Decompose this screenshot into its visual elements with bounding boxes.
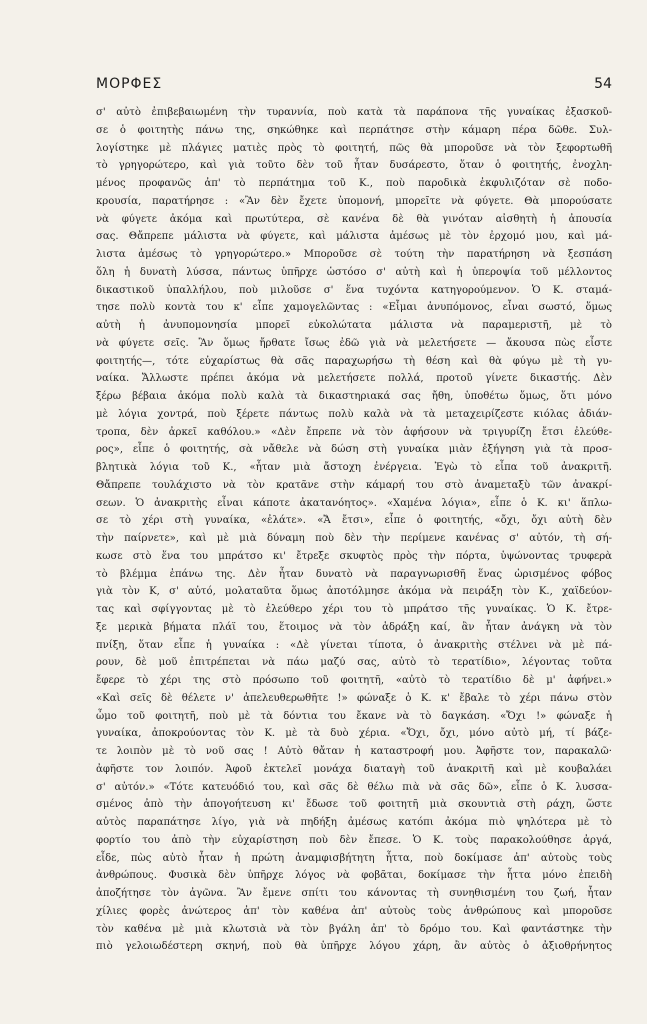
text-line: σε τὸ χέρι στὴ γυναίκα, «ἐλάτε». «Ἄ ἔτσι», εἶπε ὁ φοιτητής, «ὄχι, ὄχι αὐτὴ δὲν: [96, 515, 612, 527]
text-line: ὅλη ἡ δυνατὴ λύσσα, πάντως ὑπῆρχε ὡστόσο σ' αὐτὴ καὶ ἡ ὑπεροψία τοῦ μέλλοντος: [96, 266, 612, 278]
text-line: μὲ λόγια χοντρά, ποὺ ξέρετε πάντως πολὺ καλὰ νὰ τὰ μεταχειρίζεστε κιόλας ἀδιάν-: [96, 408, 612, 420]
text-line: αὐτὴ ἡ ἀνυπομονησία μπορεῖ εὐκολώτατα μάλιστα νὰ παραμεριστῆ, μὲ τὸ: [96, 320, 612, 331]
text-line: λογίστηκε μὲ πλάγιες ματιὲς πρὸς τὸ φοιτητή, πῶς θὰ μποροῦσε νὰ τὸν ξεφορτωθῆ: [96, 142, 612, 154]
text-line: ναίκα. Ἄλλωστε πρέπει ἀκόμα νὰ μελετήσετε πολλά, προτοῦ γίνετε δικαστής. Δὲν: [96, 373, 612, 385]
text-line: σεων. Ὁ ἀνακριτὴς εἶναι κάποτε ἀκατανόητος». «Χαμένα λόγια», εἶπε ὁ Κ. κι' ἅπλω-: [96, 497, 612, 509]
text-line: σε ὁ φοιτητὴς πάνω της, σηκώθηκε καὶ περπάτησε στὴν κάμαρη πέρα δῶθε. Συλ-: [96, 124, 612, 136]
text-line: λιστα ἀμέσως τὸ γρηγορώτερο.» Μποροῦσε σὲ τούτη τὴν παρατήρηση νὰ ξεσπάση: [96, 249, 612, 260]
text-line: τὸ γρηγορώτερο, καὶ γιὰ τοῦτο δὲν τοῦ ἦταν δυσάρεστο, ὅταν ὁ φοιτητής, ἐνοχλη-: [96, 160, 612, 172]
text-line: κρουσία, παρατήρησε : «Ἂν δὲν ἔχετε ὑπομονή, μπορεῖτε νὰ φύγετε. Θὰ μπορούσατε: [96, 195, 612, 207]
text-line: γιὰ τὸν Κ, σ' αὐτό, μολαταῦτα ὅμως ἀποτόλμησε ἀκόμα νὰ πειράξη τὸν Κ., χαϊδεύον-: [96, 586, 612, 598]
text-line: αὐτὸς παραπάτησε λίγο, γιὰ νὰ πηδήξη ἀμέσως κατόπι ἀκόμα πιὸ ψηλότερα μὲ τὸ: [96, 817, 612, 828]
text-line: τροπα, δὲν ἀρκεῖ καθόλου.» «Δὲν ἔπρεπε νὰ τὸν ἀφήσουν νὰ τριγυρίζη ἔτσι ἐλεύθε-: [96, 426, 612, 438]
text-line: φορτίο του ἀπὸ τὴν εὐχαρίστηση ποὺ δὲν ἔπεσε. Ὁ Κ. τοὺς παρακολούθησε ἀργά,: [96, 834, 612, 846]
text-line: ἔφερε τὸ χέρι της στὸ πρόσωπο τοῦ φοιτητῆ, «αὐτὸ τὸ τερατίδιο δὲ μ' ἀφήνει.»: [96, 675, 612, 686]
text-line: μένος προφανῶς ἀπ' τὸ περπάτημα τοῦ Κ., ποὺ παροδικὰ ἐκφυλιζόταν σὲ ποδο-: [96, 178, 612, 189]
text-line: νὰ φύγετε σεῖς. Ἂν ὅμως ἤρθατε ἴσως ἐδῶ γιὰ νὰ μελετήσετε — ἄκουσα πὼς εἶστε: [96, 337, 612, 349]
text-line: τὸν καθένα μὲ μιὰ κλωτσιὰ νὰ τὸν βγάλη ἀπ' τὸ δρόμο του. Καὶ φαντάστηκε τὴν: [96, 923, 612, 935]
text-line: Θἄπρεπε τουλάχιστο νὰ τὸν κρατᾶνε στὴν κάμαρή του στὸ ἀναμεταξὺ τῶν ἀνακρί-: [96, 479, 612, 491]
text-line: πνίξη, ὅταν εἶπε ἡ γυναίκα : «Δὲ γίνεται τίποτα, ὁ ἀνακριτὴς στέλνει νὰ μὲ πά-: [96, 639, 612, 651]
text-line: τας καὶ σφίγγοντας μὲ τὸ ἐλεύθερο χέρι του τὸ μπράτσο τῆς γυναίκας. Ὁ Κ. ἔτρε-: [96, 604, 612, 615]
text-line: χίλιες φορὲς ἀνώτερος ἀπ' τὸν καθένα ἀπ' αὐτοὺς τοὺς ἀνθρώπους καὶ μποροῦσε: [96, 905, 612, 917]
text-line: ἀποζήτησε τὸν ἀγῶνα. Ἂν ἔμενε σπίτι του κάνοντας τὴ συνηθισμένη του ζωή, ἦταν: [96, 888, 612, 899]
text-line: ξε μερικὰ βήματα πλάϊ του, ἕτοιμος νὰ τὸν ἁδράξη καί, ἂν ἦταν ἀνάγκη νὰ τὸν: [96, 621, 612, 633]
text-line: τὴν παίρνετε», καὶ μὲ μιὰ δύναμη ποὺ δὲν τὴν περίμενε κανένας σ' αὐτόν, τὴ σή-: [96, 533, 612, 544]
text-line: «Καὶ σεῖς δὲ θέλετε ν' ἀπελευθερωθῆτε !» φώναξε ὁ Κ. κ' ἔβαλε τὸ χέρι πάνω στὸν: [96, 692, 612, 704]
running-header: [96, 76, 612, 98]
text-line: σας. Θἄπρεπε μάλιστα νὰ φύγετε, καὶ μάλιστα ἀμέσως μὲ τὸν ἐρχομό μου, καὶ μά-: [96, 231, 612, 243]
body-text: [96, 104, 612, 956]
text-line: νὰ φύγετε ἀκόμα καὶ πρωτύτερα, σὲ κανένα δὲ θὰ γινόταν αἰσθητὴ ἡ ἀπουσία: [96, 213, 612, 225]
book-page: [96, 76, 612, 956]
text-line: ρουν, δὲ μοῦ ἐπιτρέπεται νὰ πάω μαζύ σας, αὐτὸ τὸ τερατίδιο», λέγοντας τοῦτα: [96, 657, 612, 669]
text-line: γυναίκα, ἀποκρούοντας τὸν Κ. μὲ τὰ δυὸ χέρια. «Ὄχι, ὄχι, μόνο αὐτὸ μή, τί βάζε-: [96, 728, 612, 740]
journal-title: ΜΟΡΦΕΣ: [96, 76, 163, 92]
text-line: πιὸ γελοιωδέστερη σκηνή, ποὺ θὰ ὑπῆρχε λόγου χάρη, ἂν αὐτὸς ὁ ἀξιοθρήνητος: [96, 941, 612, 953]
text-line: ἀνθρώπους. Φυσικὰ δὲν ὑπῆρχε λόγος νὰ φοβᾶται, δοκίμασε τὴν ἧττα μόνο ἐπειδὴ: [96, 870, 612, 882]
text-line: ρος», εἶπε ὁ φοιτητής, σὰ νἄθελε νὰ δώση στὴ γυναίκα μιὰν ἐξήγηση γιὰ τὰ προσ-: [96, 444, 612, 456]
text-line: ξέρω βέβαια ἀκόμα πολὺ καλὰ τὰ δικαστηριακά σας ἤθη, ὑποθέτω ὅμως, ὅτι μόνο: [96, 391, 612, 402]
text-line: φοιτητής—, τότε εὐχαρίστως θὰ σᾶς παραχωρήσω τὴ θέση καὶ θὰ φύγω μὲ τὴ γυ-: [96, 355, 612, 367]
text-line: δικαστικοῦ ὑπαλλήλου, ποὺ μιλοῦσε σ' ἕνα τυχόντα κατηγορούμενον. Ὁ Κ. σταμά-: [96, 284, 612, 296]
text-line: τὸ βλέμμα ἐπάνω της. Δὲν ἦταν δυνατὸ νὰ παραγνωρισθῆ ἕνας ὡρισμένος φόβος: [96, 568, 612, 580]
text-line: ἀφῆστε τον λοιπόν. Ἀφοῦ ἐκτελεῖ μονάχα διαταγὴ τοῦ ἀνακριτῆ καὶ μὲ κουβαλάει: [96, 763, 612, 775]
text-line: σ' αὐτὸ ἐπιβεβαιωμένη τὴν τυραννία, ποὺ κατὰ τὰ παράπονα τῆς γυναίκας ἐξασκοῦ-: [96, 107, 612, 118]
text-line: σ' αὐτόν.» «Τότε κατευόδιό του, καὶ σᾶς δὲ θέλω πιὰ νὰ σᾶς δῶ», εἶπε ὁ Κ. λυσσα-: [96, 781, 612, 793]
text-line: σμένος ἀπὸ τὴν ἀπογοήτευση κι' ἔδωσε τοῦ φοιτητῆ μιὰ σκουντιὰ στὴ ράχη, ὥστε: [96, 799, 612, 811]
text-line: τησε πολὺ κοντὰ του κ' εἶπε χαμογελῶντας : «Εἶμαι ἀνυπόμονος, εἶναι σωστό, ὅμως: [96, 302, 612, 314]
text-line: τε λοιπὸν μὲ τὸ νοῦ σας ! Αὐτὸ θἄταν ἡ καταστροφή μου. Ἀφῆστε τον, παρακαλῶ·: [96, 746, 612, 757]
page-number: 54: [594, 76, 612, 92]
text-line: ὦμο τοῦ φοιτητῆ, ποὺ μὲ τὰ δόντια του ἔκανε νὰ τὸ δαγκάση. «Ὄχι !» φώναξε ἡ: [96, 710, 612, 722]
text-line: βλητικὰ λόγια τοῦ Κ., «ἦταν μιὰ ἄστοχη ἐνέργεια. Ἐγὼ τὸ εἶπα τοῦ ἀνακριτῆ.: [96, 462, 612, 473]
text-line: εἶδε, πὼς αὐτὸ ἦταν ἡ πρώτη ἀναμφισβήτητη ἧττα, ποὺ δοκίμασε ἀπ' αὐτοὺς τοὺς: [96, 852, 612, 864]
text-line: κωσε στὸ ἕνα του μπράτσο κι' ἔτρεξε σκυφτὸς πρὸς τὴν πόρτα, ὑψώνοντας τρυφερὰ: [96, 550, 612, 562]
